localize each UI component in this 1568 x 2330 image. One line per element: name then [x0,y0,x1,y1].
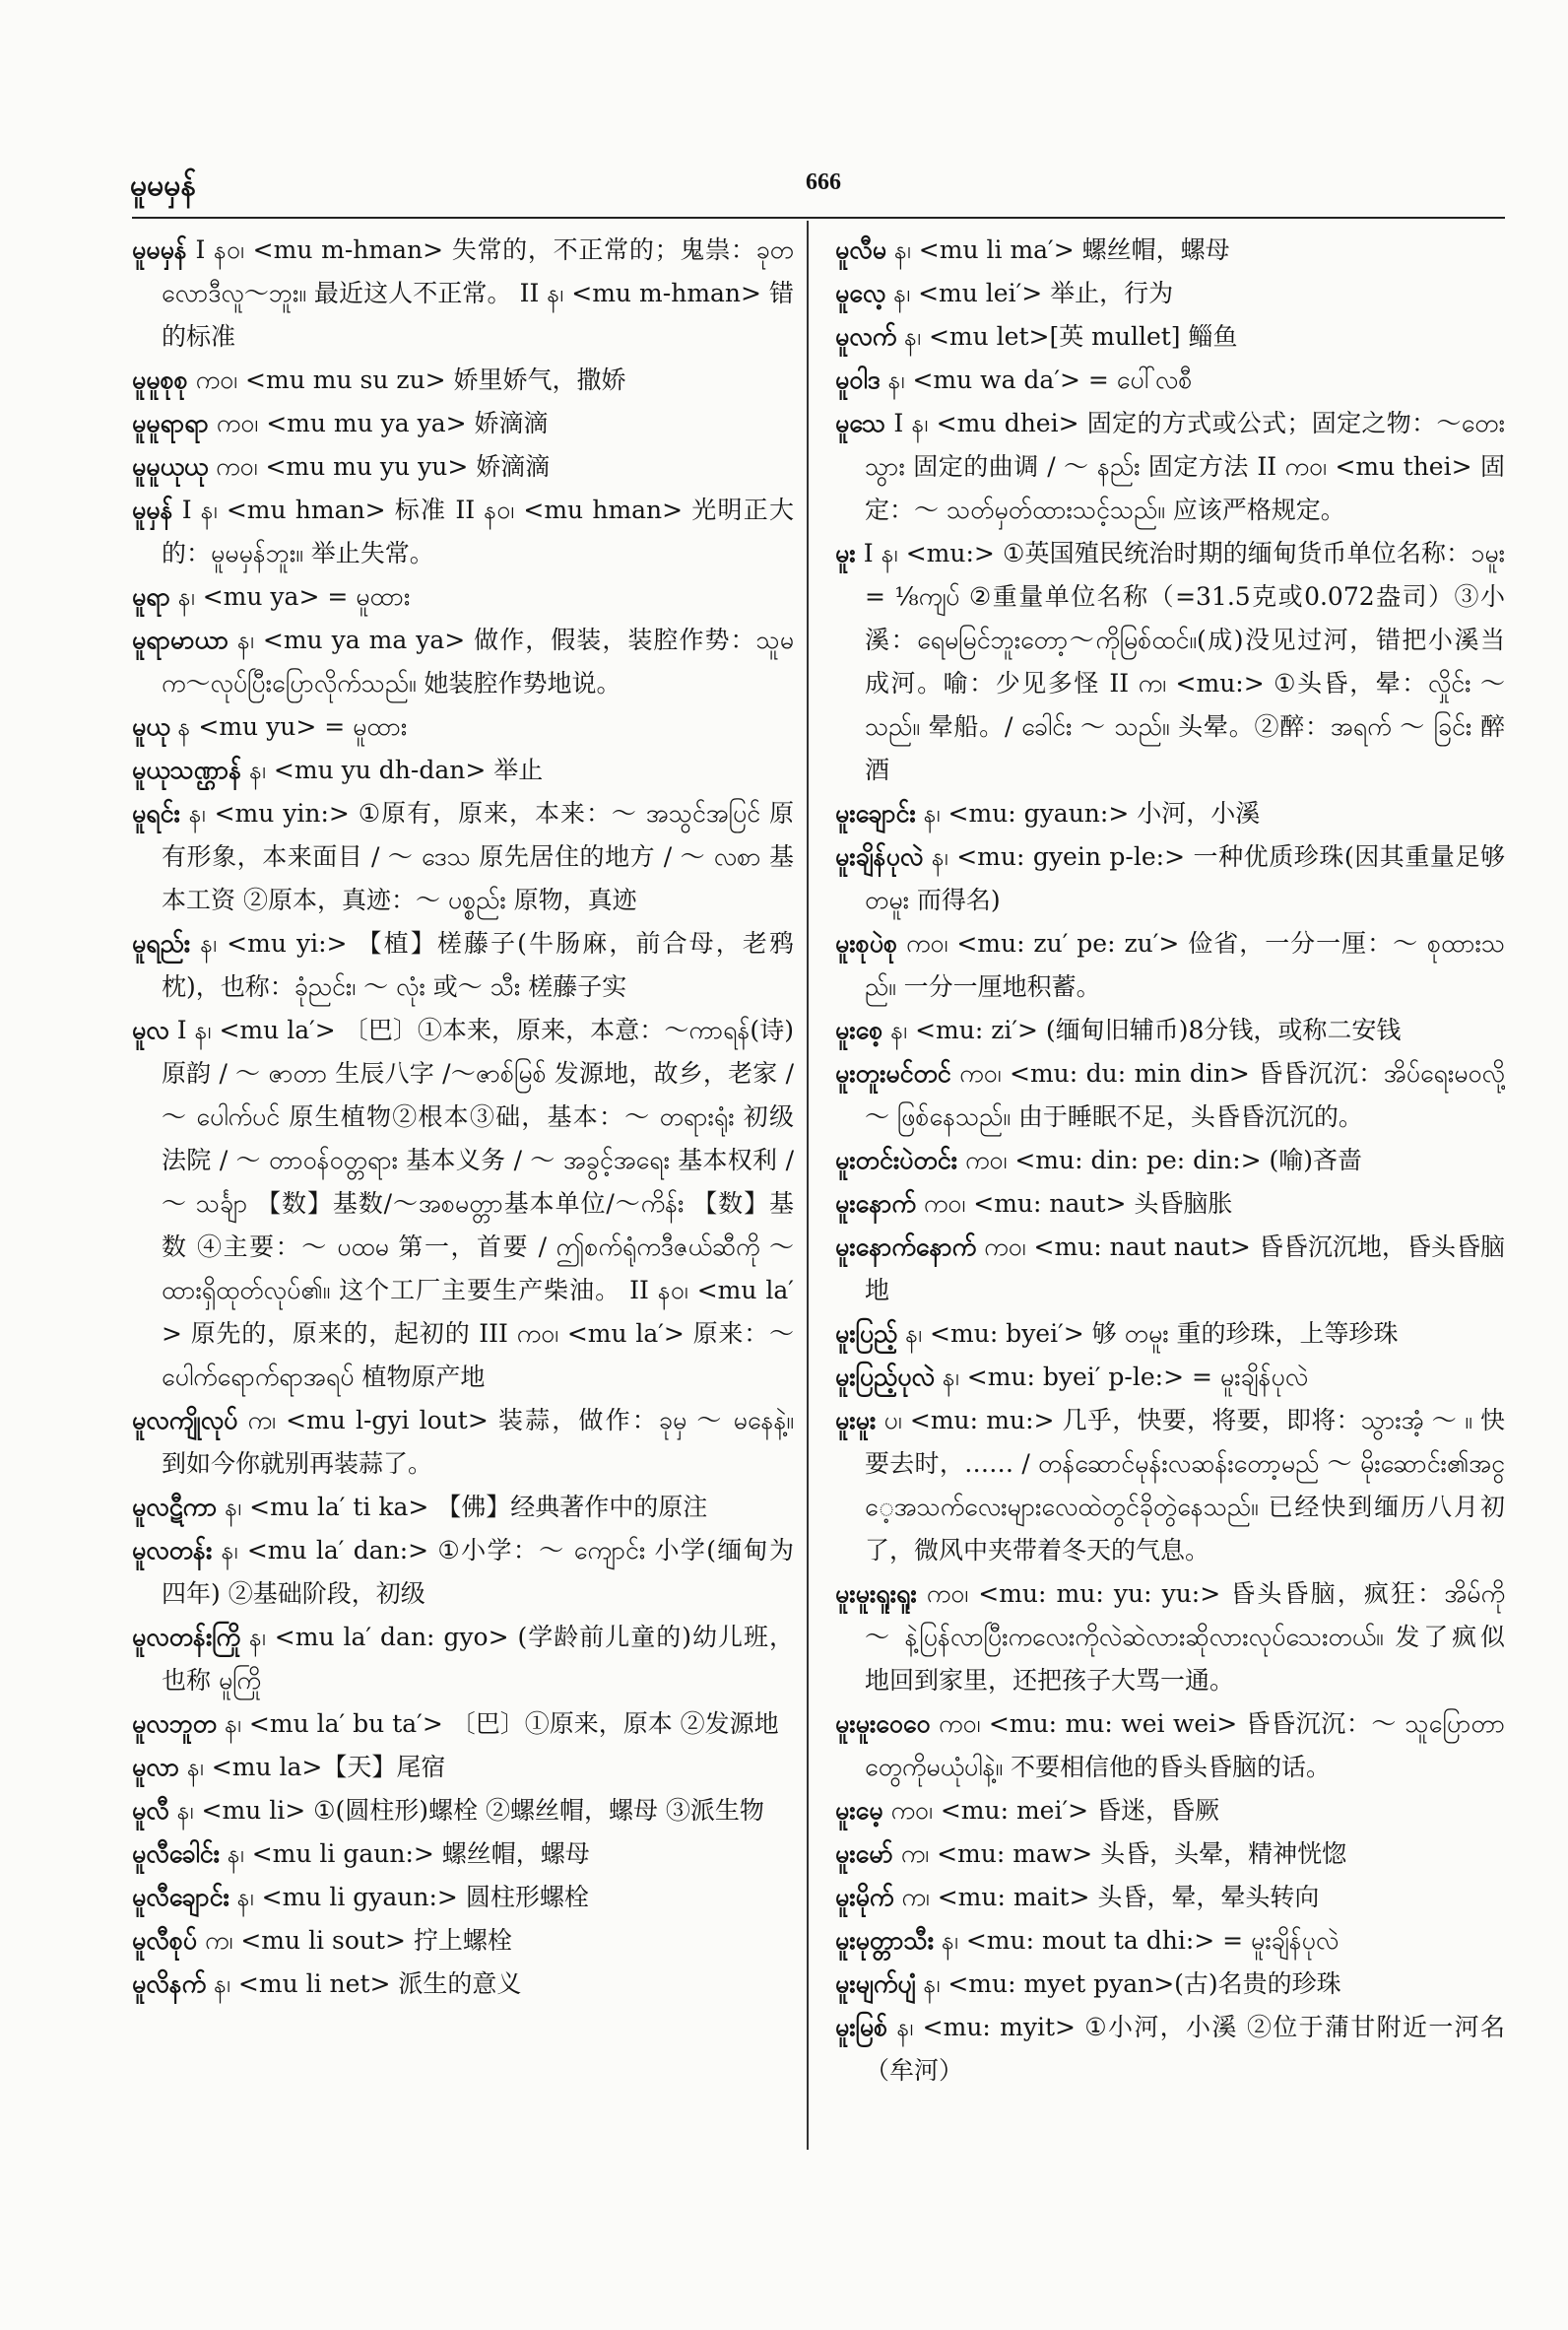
entry-headword: မူလီခေါင်း [132,1839,220,1868]
dictionary-entry [835,792,1505,835]
entry-definition: ကဝ၊ <mu: mu: wei wei> 昏昏沉沉：～ သူပြောတာတွေကိုမယုံပါနဲ့။ 不要相信他的昏头昏脑的话。 [865,1709,1505,1781]
entry-headword: မူးတင်းပဲတင်း [835,1146,957,1174]
entry-definition: န၊ <mu la>【天】尾宿 [186,1753,446,1781]
entry-headword: မူးချောင်း [835,799,916,828]
dictionary-entry [835,922,1505,1009]
entry-definition: ကဝ၊ <mu mu yu yu> 娇滴滴 [216,452,551,481]
dictionary-entry [132,1486,794,1529]
entry-definition: က၊ <mu l-gyi lout> 装蒜，做作：ခုမှ ～ မနေနဲ့။ 到如今你就别再装蒜了。 [162,1406,794,1478]
entry-headword: မူသေ [835,409,886,437]
entry-definition: န၊ <mu la′ bu ta′> 〔巴〕①原来，原本 ②发源地 [225,1709,779,1738]
dictionary-entry [835,1182,1505,1226]
entry-headword: မူလိနက် [132,1969,207,1998]
dictionary-entry [132,575,794,619]
entry-headword: မူး [835,539,856,567]
header-rule [132,217,1505,219]
dictionary-entry [132,1616,794,1702]
entry-headword: မူလကျိုလုပ် [132,1406,238,1434]
entry-headword: မူယု [132,712,170,741]
entry-headword: မူလက် [835,322,897,351]
entry-definition: န၊ <mu li net> 派生的意义 [214,1969,522,1998]
entry-headword: မူလီချောင်း [132,1883,229,1911]
dictionary-entry [835,835,1505,922]
dictionary-entry [132,1876,794,1919]
entry-definition: က၊ <mu: mait> 头昏，晕，晕头转向 [901,1883,1320,1911]
entry-definition: န၊ <mu lei′> 举止，行为 [893,279,1174,307]
dictionary-entry [132,1746,794,1789]
entry-definition: န၊ <mu ya> = မူထား [177,582,411,611]
entry-headword: မူရင်း [132,799,180,828]
entry-headword: မူရာမာယာ [132,626,229,654]
entry-definition: ကဝ၊ <mu: din: pe: din:> (喻)吝啬 [964,1146,1363,1174]
dictionary-entry [132,619,794,705]
dictionary-entry [132,1009,794,1399]
entry-headword: မူးမော် [835,1839,893,1868]
entry-definition: I န၊ <mu la′> 〔巴〕①本来，原来，本意：～ကာရန်(诗)原韵 / ～ ဇာတာ 生辰八字 /～ဇာစ်မြစ် 发源地，故乡，老家 / ～ ပေါက်ပင် 原生植物②根本③础，基本：～ တရားရုံး 初级法院 / ～ တာဝန်ဝတ္တရား 基本义务 / ～ အခွင့်အရေး 基本权利 / ～ သင်္ချာ 【数】基数/～အစမတ္တာ基本单位/～ကိန်း 【数】基数 ④主要：～ ပထမ 第一，首要 / ဤစက်ရုံကဒီဇယ်ဆီကို ～ ထားရှိထုတ်လုပ်၏။ 这个工厂主要生产柴油。 II နဝ၊ <mu la′> 原先的，原来的，起初的 III ကဝ၊ <mu la′> 原来：～ ပေါက်ရောက်ရာအရပ် 植物原产地 [162,1016,794,1391]
entry-headword: မူလဘူတ [132,1709,218,1738]
entry-definition: ကဝ၊ <mu mu ya ya> 娇滴滴 [216,409,549,437]
dictionary-entry [132,359,794,402]
entry-headword: မူလဋီကာ [132,1493,218,1521]
entry-definition: I န၊ <mu hman> 标准 II နဝ၊ <mu hman> 光明正大的：မူမမှန်ဘူး။ 举止失常。 [162,496,794,567]
dictionary-entry [132,445,794,489]
entry-definition: I နဝ၊ <mu m-hman> 失常的，不正常的；鬼祟：ခုတလောဒီလူ～ဘူး။ 最近这人不正常。 II န၊ <mu m-hman> 错的标准 [162,235,794,351]
entry-definition: ကဝ၊ <mu: mu: yu: yu:> 昏头昏脑，疯狂：အိမ်ကို ～ နဲ့ပြန်လာပြီးကလေးကိုလဲဆဲလားဆိုလားလုပ်သေးတယ်။ 发了疯似地回到家里，还把孩子大骂一通。 [865,1579,1505,1695]
entry-headword: မူမှန် [132,496,173,524]
entry-definition: ကဝ၊ <mu: naut> 头昏脑胀 [923,1189,1233,1218]
entry-headword: မူးနောက် [835,1189,916,1218]
entry-definition: ကဝ၊ <mu: naut naut> 昏昏沉沉地，昏头昏脑地 [865,1232,1505,1304]
dictionary-entry [835,1919,1505,1963]
dictionary-entry [835,402,1505,532]
entry-definition: ပ၊ <mu: mu:> 几乎，快要，将要，即将：သွားအံ့ ～ ။ 快要去时，…… / တန်ဆောင်မုန်းလဆန်းတော့မည် ～ မိုးဆောင်း၏အငွေ့အသက်လေးများလေထဲတွင်ခိုတွဲနေသည်။ 已经快到缅历八月初了，微风中夹带着冬天的气息。 [865,1406,1505,1564]
entry-headword: မူးမြစ် [835,2013,888,2041]
entry-headword: မူလတန်း [132,1536,213,1564]
entry-headword: မူးတူးမင်တင် [835,1059,951,1088]
entry-headword: မူးမေ့ [835,1796,883,1825]
dictionary-entry [132,1919,794,1963]
dictionary-entry [132,1963,794,2006]
entry-definition: န၊ <mu yu dh-dan> 举止 [249,756,544,784]
right-column [835,229,1505,2150]
dictionary-entry [835,1139,1505,1182]
entry-headword: မူယုသဏ္ဌာန် [132,756,242,784]
entry-headword: မူရာ [132,582,170,611]
entry-headword: မူးမိုက် [835,1883,894,1911]
entry-definition: န၊ <mu: gyaun:> 小河，小溪 [923,799,1261,828]
entry-headword: မူလေ့ [835,279,886,307]
dictionary-entry [132,1789,794,1832]
entry-definition: န၊ <mu: myet pyan>(古)名贵的珍珠 [923,1969,1341,1998]
entry-headword: မူလာ [132,1753,179,1781]
running-head-guide-word: မူမမှန် [130,168,196,203]
dictionary-entry [835,1312,1505,1356]
entry-headword: မူးမူး [835,1406,877,1434]
page-number: 666 [806,169,841,195]
entry-headword: မူလီမ [835,235,887,264]
dictionary-entry [132,705,794,749]
dictionary-entry [835,272,1505,315]
dictionary-entry [835,1226,1505,1312]
dictionary-entry [132,1529,794,1616]
column-divider [807,221,809,2150]
entry-headword: မူးမျက်ပျံ [835,1969,916,1998]
entry-headword: မူမူရာရာ [132,409,209,437]
entry-definition: န၊ <mu li gyaun:> 圆柱形螺栓 [236,1883,589,1911]
entry-definition: န၊ <mu ya ma ya> 做作，假装，装腔作势：သူမက～လုပ်ပြီးပြောလိုက်သည်။ 她装腔作势地说。 [162,626,794,698]
entry-definition: န၊ <mu la′ dan:> ①小学：～ ကျောင်း 小学(缅甸为四年) ②基础阶段，初级 [162,1536,794,1608]
entry-headword: မူဝါဒ [835,366,881,394]
dictionary-entry [132,229,794,359]
entry-headword: မူမူယုယု [132,452,209,481]
dictionary-entry [835,532,1505,792]
dictionary-entry [132,792,794,922]
entry-definition: န၊ <mu la′ ti ka> 【佛】经典著作中的原注 [225,1493,708,1521]
entry-headword: မူးစုပဲစု [835,929,898,958]
entry-definition: န၊ <mu la′ dan: gyo> (学龄前儿童的)幼儿班，也称 မူကြို [162,1623,794,1695]
entry-definition: က၊ <mu: maw> 头昏，头晕，精神恍惚 [900,1839,1347,1868]
entry-definition: I န၊ <mu dhei> 固定的方式或公式；固定之物：～တေးသွား 固定的曲调 / ～ နည်း 固定方法 II ကဝ၊ <mu thei> 固定：～ သတ်မှတ်ထားသင့်သည်။ 应该严格规定。 [865,409,1505,524]
entry-definition: န၊ <mu: myit> ①小河，小溪 ②位于蒲甘附近一河名（牟河） [865,2013,1505,2085]
entry-definition: န၊ <mu li ma′> 螺丝帽，螺母 [893,235,1230,264]
entry-headword: မူးပြည့်ပုလဲ [835,1363,935,1391]
entry-headword: မူးစေ့ [835,1016,883,1044]
entry-headword: မူးမုတ္တာသီး [835,1926,935,1955]
left-column [132,229,794,2150]
dictionary-entry [835,1789,1505,1832]
entry-definition: ကဝ၊ <mu: mei′> 昏迷，昏厥 [890,1796,1220,1825]
dictionary-entry [835,1052,1505,1139]
dictionary-entry [132,1832,794,1876]
entry-headword: မူလီစုပ် [132,1926,198,1955]
entry-definition: န၊ <mu: byei′> 够 တမူး 重的珍珠，上等珍珠 [905,1319,1399,1348]
dictionary-entry [835,1702,1505,1789]
entry-definition: န၊ <mu let>[英 mullet] 鲻鱼 [904,322,1238,351]
dictionary-entry [835,1356,1505,1399]
dictionary-entry [835,1963,1505,2006]
entry-definition: ကဝ၊ <mu: zu′ pe: zu′> 俭省，一分一厘：～ စုထားသည်။ 一分一厘地积蓄。 [865,929,1505,1001]
dictionary-entry [835,1009,1505,1052]
dictionary-entry [132,749,794,792]
entry-definition: န၊ <mu: zi′> (缅甸旧辅币)8分钱，或称二安钱 [890,1016,1402,1044]
entry-definition: ကဝ၊ <mu: du: min din> 昏昏沉沉：အိပ်ရေးမဝလို့ ～ ဖြစ်နေသည်။ 由于睡眠不足，头昏昏沉沉的。 [865,1059,1505,1131]
dictionary-entry [132,489,794,575]
entry-headword: မူးမူးဝေဝေ [835,1709,931,1738]
dictionary-entry [132,922,794,1009]
entry-headword: မူမူစုစု [132,366,188,394]
entry-definition: န၊ <mu li gaun:> 螺丝帽，螺母 [227,1839,590,1868]
entry-headword: မူလီ [132,1796,169,1825]
entry-definition: န၊ <mu li> ①(圆柱形)螺栓 ②螺丝帽，螺母 ③派生物 [176,1796,764,1825]
entry-definition: ကဝ၊ <mu mu su zu> 娇里娇气，撒娇 [195,366,626,394]
entry-headword: မူရည်း [132,929,191,958]
dictionary-entry [835,315,1505,359]
entry-definition: I န၊ <mu:> ①英国殖民统治时期的缅甸货币单位名称：၁မူး = ⅛ကျပ် ②重量单位名称（=31.5克或0.072盎司）③小溪：ရေမမြင်ဘူးတော့～ကိုမြစ်ထင်။(成)没见过河，错把小溪当成河。喻：少见多怪 II က၊ <mu:> ①头昏，晕：လှိုင်း ～ သည်။ 晕船。/ ခေါင်း ～ သည်။ 头晕。②醉：အရက် ～ ခြင်း 醉酒 [863,539,1505,784]
dictionary-entry [835,1572,1505,1702]
entry-headword: မူမမှန် [132,235,187,264]
entry-definition: န <mu yu> = မူထား [177,712,408,741]
entry-headword: မူးချိန်ပုလဲ [835,842,924,871]
entry-definition: န၊ <mu: byei′ p-le:> = မူးချိန်ပုလဲ [942,1363,1309,1391]
entry-headword: မူးမူးရူးရူး [835,1579,917,1608]
entry-definition: န၊ <mu: gyein p-le:> 一种优质珍珠(因其重量足够 တမူး 而得名) [865,842,1505,914]
entry-definition: န၊ <mu: mout ta dhi:> = မူးချိန်ပုလဲ [942,1926,1339,1955]
entry-headword: မူးနောက်နောက် [835,1232,977,1261]
dictionary-entry [835,1832,1505,1876]
entry-headword: မူလတန်းကြို [132,1623,241,1651]
entry-definition: န၊ <mu yi:> 【植】槎藤子(牛肠麻，前合母，老鸦枕)，也称：ခုံညင်း၊ ～ လုံး 或～ သီး 槎藤子实 [162,929,794,1001]
dictionary-entry [835,229,1505,272]
dictionary-entry [132,1399,794,1486]
entry-definition: က၊ <mu li sout> 拧上螺栓 [205,1926,512,1955]
entry-headword: မူးပြည့် [835,1319,898,1348]
entry-definition: န၊ <mu wa da′> = ပေါ်လစီ [887,366,1193,394]
dictionary-entry [132,1702,794,1746]
entry-definition: န၊ <mu yin:> ①原有，原来，本来：～ အသွင်အပြင် 原有形象，本来面目 / ～ ဒေသ 原先居住的地方 / ～ လစာ 基本工资 ②原本，真迹：～ ပစ္စည်း 原物，真迹 [162,799,794,914]
entry-headword: မူလ [132,1016,169,1044]
dictionary-entry [835,2006,1505,2093]
dictionary-entry [132,402,794,445]
dictionary-entry [835,1399,1505,1572]
dictionary-entry [835,359,1505,402]
dictionary-entry [835,1876,1505,1919]
